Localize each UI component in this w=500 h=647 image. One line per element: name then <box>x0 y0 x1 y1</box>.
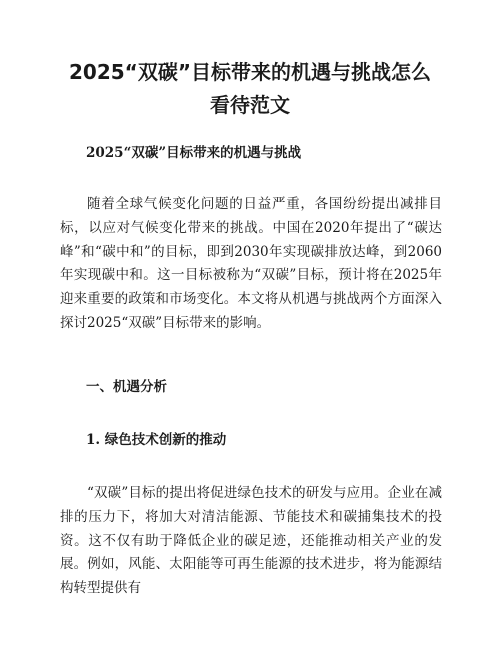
body-paragraph: “双碳”目标的提出将促进绿色技术的研发与应用。企业在减排的压力下，将加大对清洁能源、节能技术和碳捕集技术的投资。这不仅有助于降低企业的碳足迹，还能推动相关产业的发展。例如，风能、太阳能等可再生能源的技术进步，将为能源结构转型提供有 <box>60 485 442 597</box>
intro-paragraph: 随着全球气候变化问题的日益严重，各国纷纷提出减排目标，以应对气候变化带来的挑战。中国在2020年提出了“碳达峰”和“碳中和”的目标，即到2030年实现碳排放达峰，到2060年实现碳中和。这一目标被称为“双碳”目标，预计将在2025年迎来重要的政策和市场变化。本文将从机遇与挑战两个方面深入探讨2025“双碳”目标带来的影响。 <box>60 196 442 331</box>
document-subtitle: 2025“双碳”目标带来的机遇与挑战 <box>86 145 302 161</box>
document-title: 2025“双碳”目标带来的机遇与挑战怎么看待范文 <box>69 60 431 117</box>
subsection-heading: 1. 绿色技术创新的推动 <box>86 432 227 448</box>
section-heading: 一、机遇分析 <box>86 379 167 395</box>
